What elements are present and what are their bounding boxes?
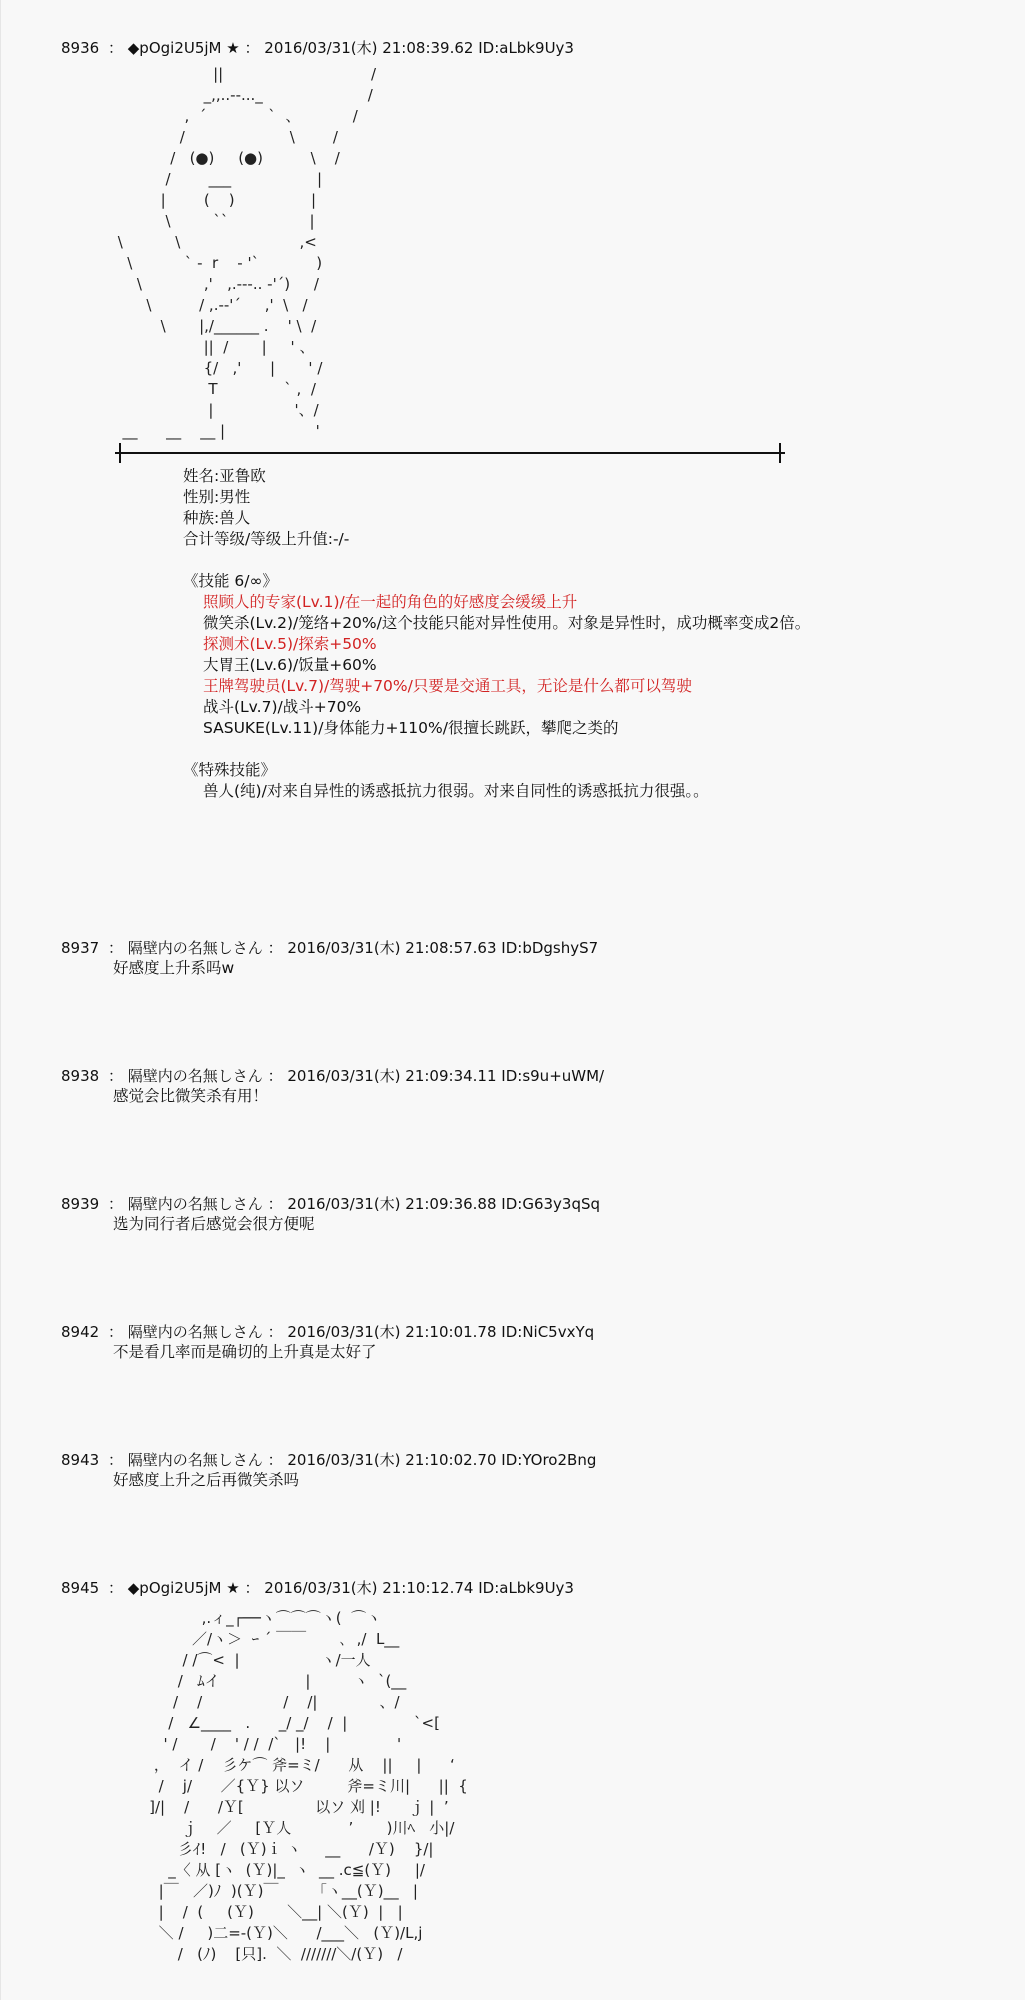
- separator: ：: [267, 1067, 283, 1085]
- ascii-art-girl: ,.ィ_┌──ヽ⌒⌒⌒ヽ( ⌒ヽ ／/ヽ＞ ｰ ´ ￣￣ ､ ,/ L__ / /⌒< | ヽ/一人 / ﾑイ | ヽ `(__ / / / /| 、/ / ∠____ . _/ _/ / | `<[ ' / / ' / / /` |! | ' ， イ / 彡ケ⌒ 斧=ミ/ 从 || | ‘ / j/ ／{Ｙ} 以ソ 斧=ミ川| || { ]/| / /Ｙ[ 以ソ 刈 |! ｊ | ’ ｊ ／ [Ｙ人 ’ )川ﾍ 小|/ 彡ｲ! / (Ｙ)ｉ ヽ __ /Ｙ) }/| _〈 从 [ヽ (Ｙ)|_ ヽ __ .c≦(Ｙ) |/ |￣ ／)ﾉ )(Ｙ)￣ 「ヽ__(Ｙ)__ | | / ( (Ｙ) ＼__| ＼(Ｙ) | | ＼ / )二=-(Ｙ)＼ /___＼ (Ｙ)/L,j / (ﾉ) [只]. ＼ ///////＼/(Ｙ) /: [149, 1609, 468, 1963]
- separator: ：: [107, 1195, 123, 1213]
- skills-header: 《技能 6/∞》: [183, 572, 278, 590]
- skill-item: 大胃王(Lv.6)/饭量+60%: [203, 656, 377, 674]
- separator: ：: [267, 939, 283, 957]
- post-body: 选为同行者后感觉会很方便呢: [113, 1215, 315, 1233]
- separator: ：: [244, 1579, 260, 1597]
- skill-item: SASUKE(Lv.11)/身体能力+110%/很擅长跳跃，攀爬之类的: [203, 719, 619, 737]
- post-number[interactable]: 8938: [61, 1067, 100, 1085]
- post-number[interactable]: 8936: [61, 39, 100, 57]
- divider-line: [115, 452, 785, 454]
- skills-list: [183, 592, 991, 739]
- post-header: [61, 1578, 991, 1598]
- post-8945: [61, 1578, 991, 1965]
- post-header: [61, 1322, 991, 1342]
- post-date: 2016/03/31(木) 21:09:36.88: [287, 1195, 497, 1213]
- post-id: ID:G63y3qSq: [501, 1195, 601, 1213]
- profile-race: 种族:兽人: [183, 509, 251, 527]
- post-number[interactable]: 8939: [61, 1195, 100, 1213]
- post-8943: [61, 1450, 991, 1491]
- post-body: 感觉会比微笑杀有用！: [113, 1087, 269, 1105]
- post-id: ID:NiC5vxYq: [501, 1323, 595, 1341]
- post-body: 好感度上升之后再微笑杀吗: [113, 1471, 300, 1489]
- post-date: 2016/03/31(木) 21:09:34.11: [287, 1067, 497, 1085]
- post-id: ID:aLbk9Uy3: [478, 39, 574, 57]
- post-date: 2016/03/31(木) 21:10:12.74: [264, 1579, 474, 1597]
- post-header: [61, 38, 991, 58]
- special-skills-header: 《特殊技能》: [183, 761, 277, 779]
- ascii-art-character: [61, 64, 991, 448]
- post-header: [61, 1450, 991, 1470]
- post-8942: [61, 1322, 991, 1363]
- character-sheet: [183, 466, 991, 802]
- poster-name: 隔壁内の名無しさん: [127, 1195, 263, 1213]
- poster-name: 隔壁内の名無しさん: [127, 1451, 263, 1469]
- special-skills-list: [183, 781, 991, 802]
- post-id: ID:bDgshyS7: [501, 939, 599, 957]
- post-id: ID:s9u+uWM/: [501, 1067, 605, 1085]
- separator: ：: [107, 939, 123, 957]
- poster-name: ◆pOgi2U5jM ★: [127, 1579, 240, 1597]
- post-number[interactable]: 8937: [61, 939, 100, 957]
- poster-name: 隔壁内の名無しさん: [127, 939, 263, 957]
- separator: ：: [107, 1451, 123, 1469]
- poster-name: 隔壁内の名無しさん: [127, 1067, 263, 1085]
- post-date: 2016/03/31(木) 21:08:57.63: [287, 939, 497, 957]
- post-header: [61, 938, 991, 958]
- skill-item: 照顾人的专家(Lv.1)/在一起的角色的好感度会缓缓上升: [203, 593, 578, 611]
- separator: ：: [244, 39, 260, 57]
- post-8936: [61, 38, 991, 802]
- poster-name: ◆pOgi2U5jM ★: [127, 39, 240, 57]
- separator: ：: [107, 1323, 123, 1341]
- skill-item: 战斗(Lv.7)/战斗+70%: [203, 698, 362, 716]
- post-number[interactable]: 8942: [61, 1323, 100, 1341]
- profile-level: 合计等级/等级上升值:-/-: [183, 530, 350, 548]
- special-skill-item: 兽人(纯)/对来自异性的诱惑抵抗力很弱。对来自同性的诱惑抵抗力很强。。: [203, 782, 709, 800]
- post-8938: [61, 1066, 991, 1107]
- separator: ：: [107, 39, 123, 57]
- post-date: 2016/03/31(木) 21:08:39.62: [264, 39, 474, 57]
- poster-name: 隔壁内の名無しさん: [127, 1323, 263, 1341]
- separator: ：: [267, 1451, 283, 1469]
- post-id: ID:aLbk9Uy3: [478, 1579, 574, 1597]
- skill-item: 探测术(Lv.5)/探索+50%: [203, 635, 377, 653]
- post-number[interactable]: 8945: [61, 1579, 100, 1597]
- post-date: 2016/03/31(木) 21:10:01.78: [287, 1323, 497, 1341]
- separator: ：: [267, 1195, 283, 1213]
- post-8937: [61, 938, 991, 979]
- post-body: 好感度上升系吗w: [113, 959, 235, 977]
- ascii-art-lines: || / _,,..--..._ / , ´ ` 、 / / \ / / (●) (●) \ / / ___ | | ( ) | \ `` | \ \ ,< \ ` - r - '` ) \ ,' ,.---.. -'´) / \ / ,.--'´ ,' \ / \ |,/______ . ' \ / || / | ' 、 {/ ,' | ' / T ` , / | '、/ __ __ __ | ': [117, 65, 377, 440]
- post-number[interactable]: 8943: [61, 1451, 100, 1469]
- post-header: [61, 1194, 991, 1214]
- separator: ：: [107, 1579, 123, 1597]
- divider-tick-right: [779, 443, 781, 463]
- skill-item: 微笑杀(Lv.2)/笼络+20%/这个技能只能对异性使用。对象是异性时，成功概率变成2倍。: [203, 614, 811, 632]
- profile-name: 姓名:亚鲁欧: [183, 467, 266, 485]
- separator: ：: [267, 1323, 283, 1341]
- post-8939: [61, 1194, 991, 1235]
- divider-tick-left: [119, 443, 121, 463]
- post-date: 2016/03/31(木) 21:10:02.70: [287, 1451, 497, 1469]
- post-header: [61, 1066, 991, 1086]
- profile-sex: 性别:男性: [183, 488, 251, 506]
- separator: ：: [107, 1067, 123, 1085]
- skill-item: 王牌驾驶员(Lv.7)/驾驶+70%/只要是交通工具，无论是什么都可以驾驶: [203, 677, 692, 695]
- post-id: ID:YOro2Bng: [501, 1451, 597, 1469]
- post-body: 不是看几率而是确切的上升真是太好了: [113, 1343, 377, 1361]
